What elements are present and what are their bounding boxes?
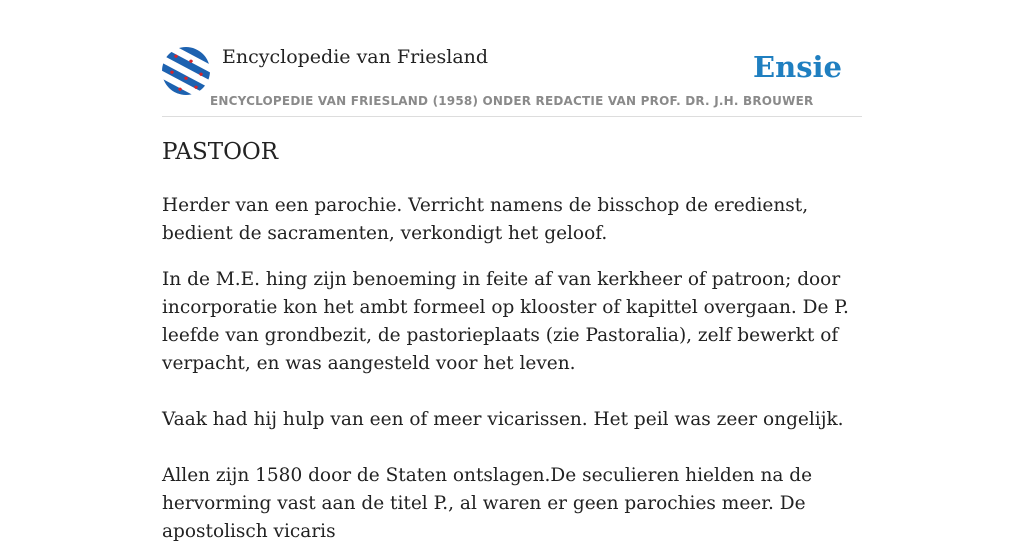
frisian-flag-logo[interactable]	[162, 47, 210, 95]
site-header	[162, 0, 862, 117]
article-paragraph: Herder van een parochie. Verricht namens de bisschop de eredienst, bedient de sacramenten, verkondigt het geloof.	[162, 195, 809, 244]
site-subtitle: ENCYCLOPEDIE VAN FRIESLAND (1958) ONDER REDACTIE VAN PROF. DR. J.H. BROUWER	[210, 94, 814, 108]
article-paragraph: Allen zijn 1580 door de Staten ontslagen.De seculieren hielden na de hervorming vast aan de titel P., al waren er geen parochies meer. De apostolisch vicaris	[162, 465, 813, 542]
ensie-brand-logo[interactable]: Ensie	[753, 50, 842, 84]
page	[162, 0, 862, 542]
article-body	[162, 192, 862, 546]
article-paragraph: Vaak had hij hulp van een of meer vicarissen. Het peil was zeer ongelijk.	[162, 409, 844, 430]
article-paragraph: In de M.E. hing zijn benoeming in feite af van kerkheer of patroon; door incorporatie kon het ambt formeel op klooster of kapittel overgaan. De P. leefde van grondbezit, de pastorieplaats (zie Pastoralia), zelf bewerkt of verpacht, en was aangesteld voor het leven.	[162, 269, 849, 374]
article-title: PASTOOR	[162, 139, 279, 165]
site-title[interactable]: Encyclopedie van Friesland	[222, 46, 489, 68]
